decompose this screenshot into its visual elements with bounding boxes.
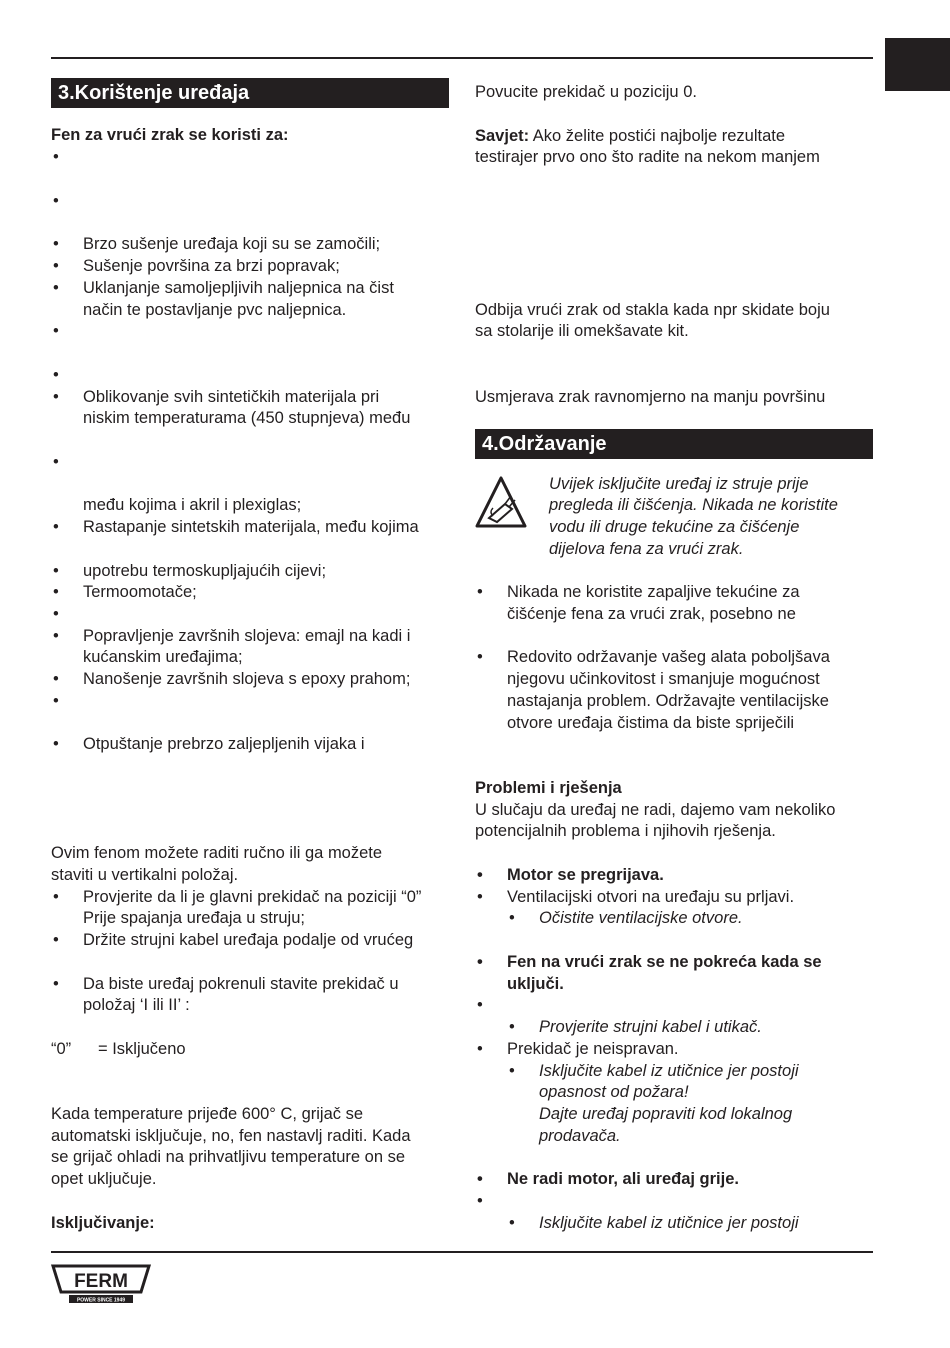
ferm-logo <box>51 1262 151 1306</box>
reflector-text: sa stolarije ili omekšavate kit. <box>475 322 689 340</box>
warning-text: dijelova fena za vrući zrak. <box>549 540 744 558</box>
bullet: • <box>509 1062 515 1080</box>
problem-solution: Provjerite strujni kabel i utikač. <box>539 1018 762 1036</box>
bullet: • <box>53 192 59 210</box>
bullet: • <box>53 888 59 906</box>
bullet: • <box>53 735 59 753</box>
problem-solution: Isključite kabel iz utičnice jer postoji <box>539 1214 799 1232</box>
tip-text <box>475 126 785 147</box>
maintenance-item: Redovito održavanje vašeg alata poboljšava <box>507 648 830 666</box>
bullet: • <box>477 866 483 884</box>
problem-cause: Ventilacijski otvori na uređaju su prljavi. <box>507 888 795 906</box>
bullet: • <box>477 1170 483 1188</box>
tip-text-cont: testirajer prvo ono što radite na nekom manjem <box>475 148 820 166</box>
nozzle-text: Usmjerava zrak ravnomjerno na manju površinu <box>475 388 826 406</box>
bullet: • <box>53 605 59 623</box>
bullet: • <box>53 583 59 601</box>
list-item-cont: položaj ‘I ili II’ : <box>83 996 190 1014</box>
tip-label: Savjet: <box>475 127 530 145</box>
problem-heading: Motor se pregrijava. <box>507 866 664 884</box>
list-item-cont: kućanskim uređajima; <box>83 648 243 666</box>
bullet: • <box>53 453 59 471</box>
thermal-text: se grijač ohladi na prihvatljivu temperature on se <box>51 1148 406 1166</box>
section-heading-maintenance: 4.Održavanje <box>475 429 873 459</box>
bullet: • <box>509 1018 515 1036</box>
bullet: • <box>53 975 59 993</box>
problems-title: Problemi i rješenja <box>475 779 622 797</box>
problem-solution-cont: opasnost od požara! <box>539 1083 689 1101</box>
language-tab <box>885 38 950 91</box>
problem-heading-cont: uključi. <box>507 975 564 993</box>
bullet: • <box>477 1192 483 1210</box>
thermal-text: automatski isključuje, no, fen nastavlj raditi. Kada <box>51 1127 411 1145</box>
operation-text: staviti u vertikalni položaj. <box>51 866 239 884</box>
maintenance-item-cont: njegovu učinkovitost i smanjuje mogućnost <box>507 670 820 688</box>
bottom-rule <box>51 1251 873 1253</box>
bullet: • <box>53 388 59 406</box>
shutdown-title: Isključivanje: <box>51 1214 155 1232</box>
list-item: Držite strujni kabel uređaja podalje od vrućeg <box>83 931 414 949</box>
problems-intro: U slučaju da uređaj ne radi, dajemo vam nekoliko <box>475 801 836 819</box>
list-item: Da biste uređaj pokrenuli stavite prekidač u <box>83 975 399 993</box>
list-item: Brzo sušenje uređaja koji su se zamočili; <box>83 235 381 253</box>
bullet: • <box>509 1214 515 1232</box>
problem-heading: Ne radi motor, ali uređaj grije. <box>507 1170 739 1188</box>
bullet: • <box>477 648 483 666</box>
tip-body: Ako želite postići najbolje rezultate <box>529 127 786 145</box>
list-item: Provjerite da li je glavni prekidač na poziciji “0” <box>83 888 422 906</box>
problem-solution: Očistite ventilacijske otvore. <box>539 909 743 927</box>
bullet: • <box>53 627 59 645</box>
problems-intro: potencijalnih problema i njihovih rješenja. <box>475 822 776 840</box>
bullet: • <box>53 279 59 297</box>
problem-solution-cont: Dajte uređaj popraviti kod lokalnog <box>539 1105 793 1123</box>
list-item: Termoomotače; <box>83 583 197 601</box>
logo-tagline: POWER SINCE 1949 <box>76 1297 126 1304</box>
switch-off-key: “0” <box>51 1040 72 1058</box>
list-item: Uklanjanje samoljepljivih naljepnica na čist <box>83 279 394 297</box>
bullet: • <box>477 1040 483 1058</box>
thermal-text: opet uključuje. <box>51 1170 157 1188</box>
bullet: • <box>477 583 483 601</box>
section-heading-usage: 3.Korištenje uređaja <box>51 78 449 108</box>
warning-text: vodu ili druge tekućine za čišćenje <box>549 518 800 536</box>
logo-wordmark: FERM <box>74 1271 128 1292</box>
list-item: Oblikovanje svih sintetičkih materijala pri <box>83 388 380 406</box>
list-item-cont: Prije spajanja uređaja u struju; <box>83 909 305 927</box>
bullet: • <box>477 953 483 971</box>
bullet: • <box>53 148 59 166</box>
list-item-cont: način te postavljanje pvc naljepnica. <box>83 301 347 319</box>
problem-heading: Fen na vrući zrak se ne pokreća kada se <box>507 953 822 971</box>
list-item: Otpuštanje prebrzo zaljepljenih vijaka i <box>83 735 365 753</box>
bullet: • <box>509 909 515 927</box>
problem-cause: Prekidač je neispravan. <box>507 1040 679 1058</box>
bullet: • <box>53 257 59 275</box>
thermal-text: Kada temperature prijeđe 600° C, grijač se <box>51 1105 364 1123</box>
warning-text: Uvijek isključite uređaj iz struje prije <box>549 475 809 493</box>
bullet: • <box>53 235 59 253</box>
maintenance-item-cont: otvore uređaja čistima da biste spriječili <box>507 714 795 732</box>
bullet: • <box>53 562 59 580</box>
problem-solution: Isključite kabel iz utičnice jer postoji <box>539 1062 799 1080</box>
maintenance-item: Nikada ne koristite zapaljive tekućine za <box>507 583 800 601</box>
list-item-cont: među kojima i akril i plexiglas; <box>83 496 302 514</box>
list-item: Sušenje površina za brzi popravak; <box>83 257 340 275</box>
list-item: upotrebu termoskupljajućih cijevi; <box>83 562 327 580</box>
hot-surface-warning-icon <box>475 476 527 530</box>
warning-text: pregleda ili čišćenja. Nikada ne koristite <box>549 496 838 514</box>
problem-solution-cont: prodavača. <box>539 1127 621 1145</box>
list-item: Popravljenje završnih slojeva: emajl na kadi i <box>83 627 411 645</box>
bullet: • <box>53 322 59 340</box>
operation-text: Ovim fenom možete raditi ručno ili ga možete <box>51 844 383 862</box>
top-rule <box>51 57 873 59</box>
bullet: • <box>53 670 59 688</box>
uses-title: Fen za vrući zrak se koristi za: <box>51 126 289 144</box>
maintenance-item-cont: čišćenje fena za vrući zrak, posebno ne <box>507 605 796 623</box>
bullet: • <box>53 366 59 384</box>
switch-text: Povucite prekidač u poziciju 0. <box>475 83 697 101</box>
switch-off-value: = Isključeno <box>98 1040 186 1058</box>
bullet: • <box>53 931 59 949</box>
bullet: • <box>53 518 59 536</box>
list-item: Nanošenje završnih slojeva s epoxy prahom; <box>83 670 411 688</box>
bullet: • <box>53 692 59 710</box>
bullet: • <box>477 996 483 1014</box>
maintenance-item-cont: nastajanja problem. Održavajte ventilacijske <box>507 692 829 710</box>
bullet: • <box>477 888 483 906</box>
list-item: Rastapanje sintetskih materijala, među kojima <box>83 518 419 536</box>
reflector-text: Odbija vrući zrak od stakla kada npr skidate boju <box>475 301 830 319</box>
list-item-cont: niskim temperaturama (450 stupnjeva) među <box>83 409 411 427</box>
